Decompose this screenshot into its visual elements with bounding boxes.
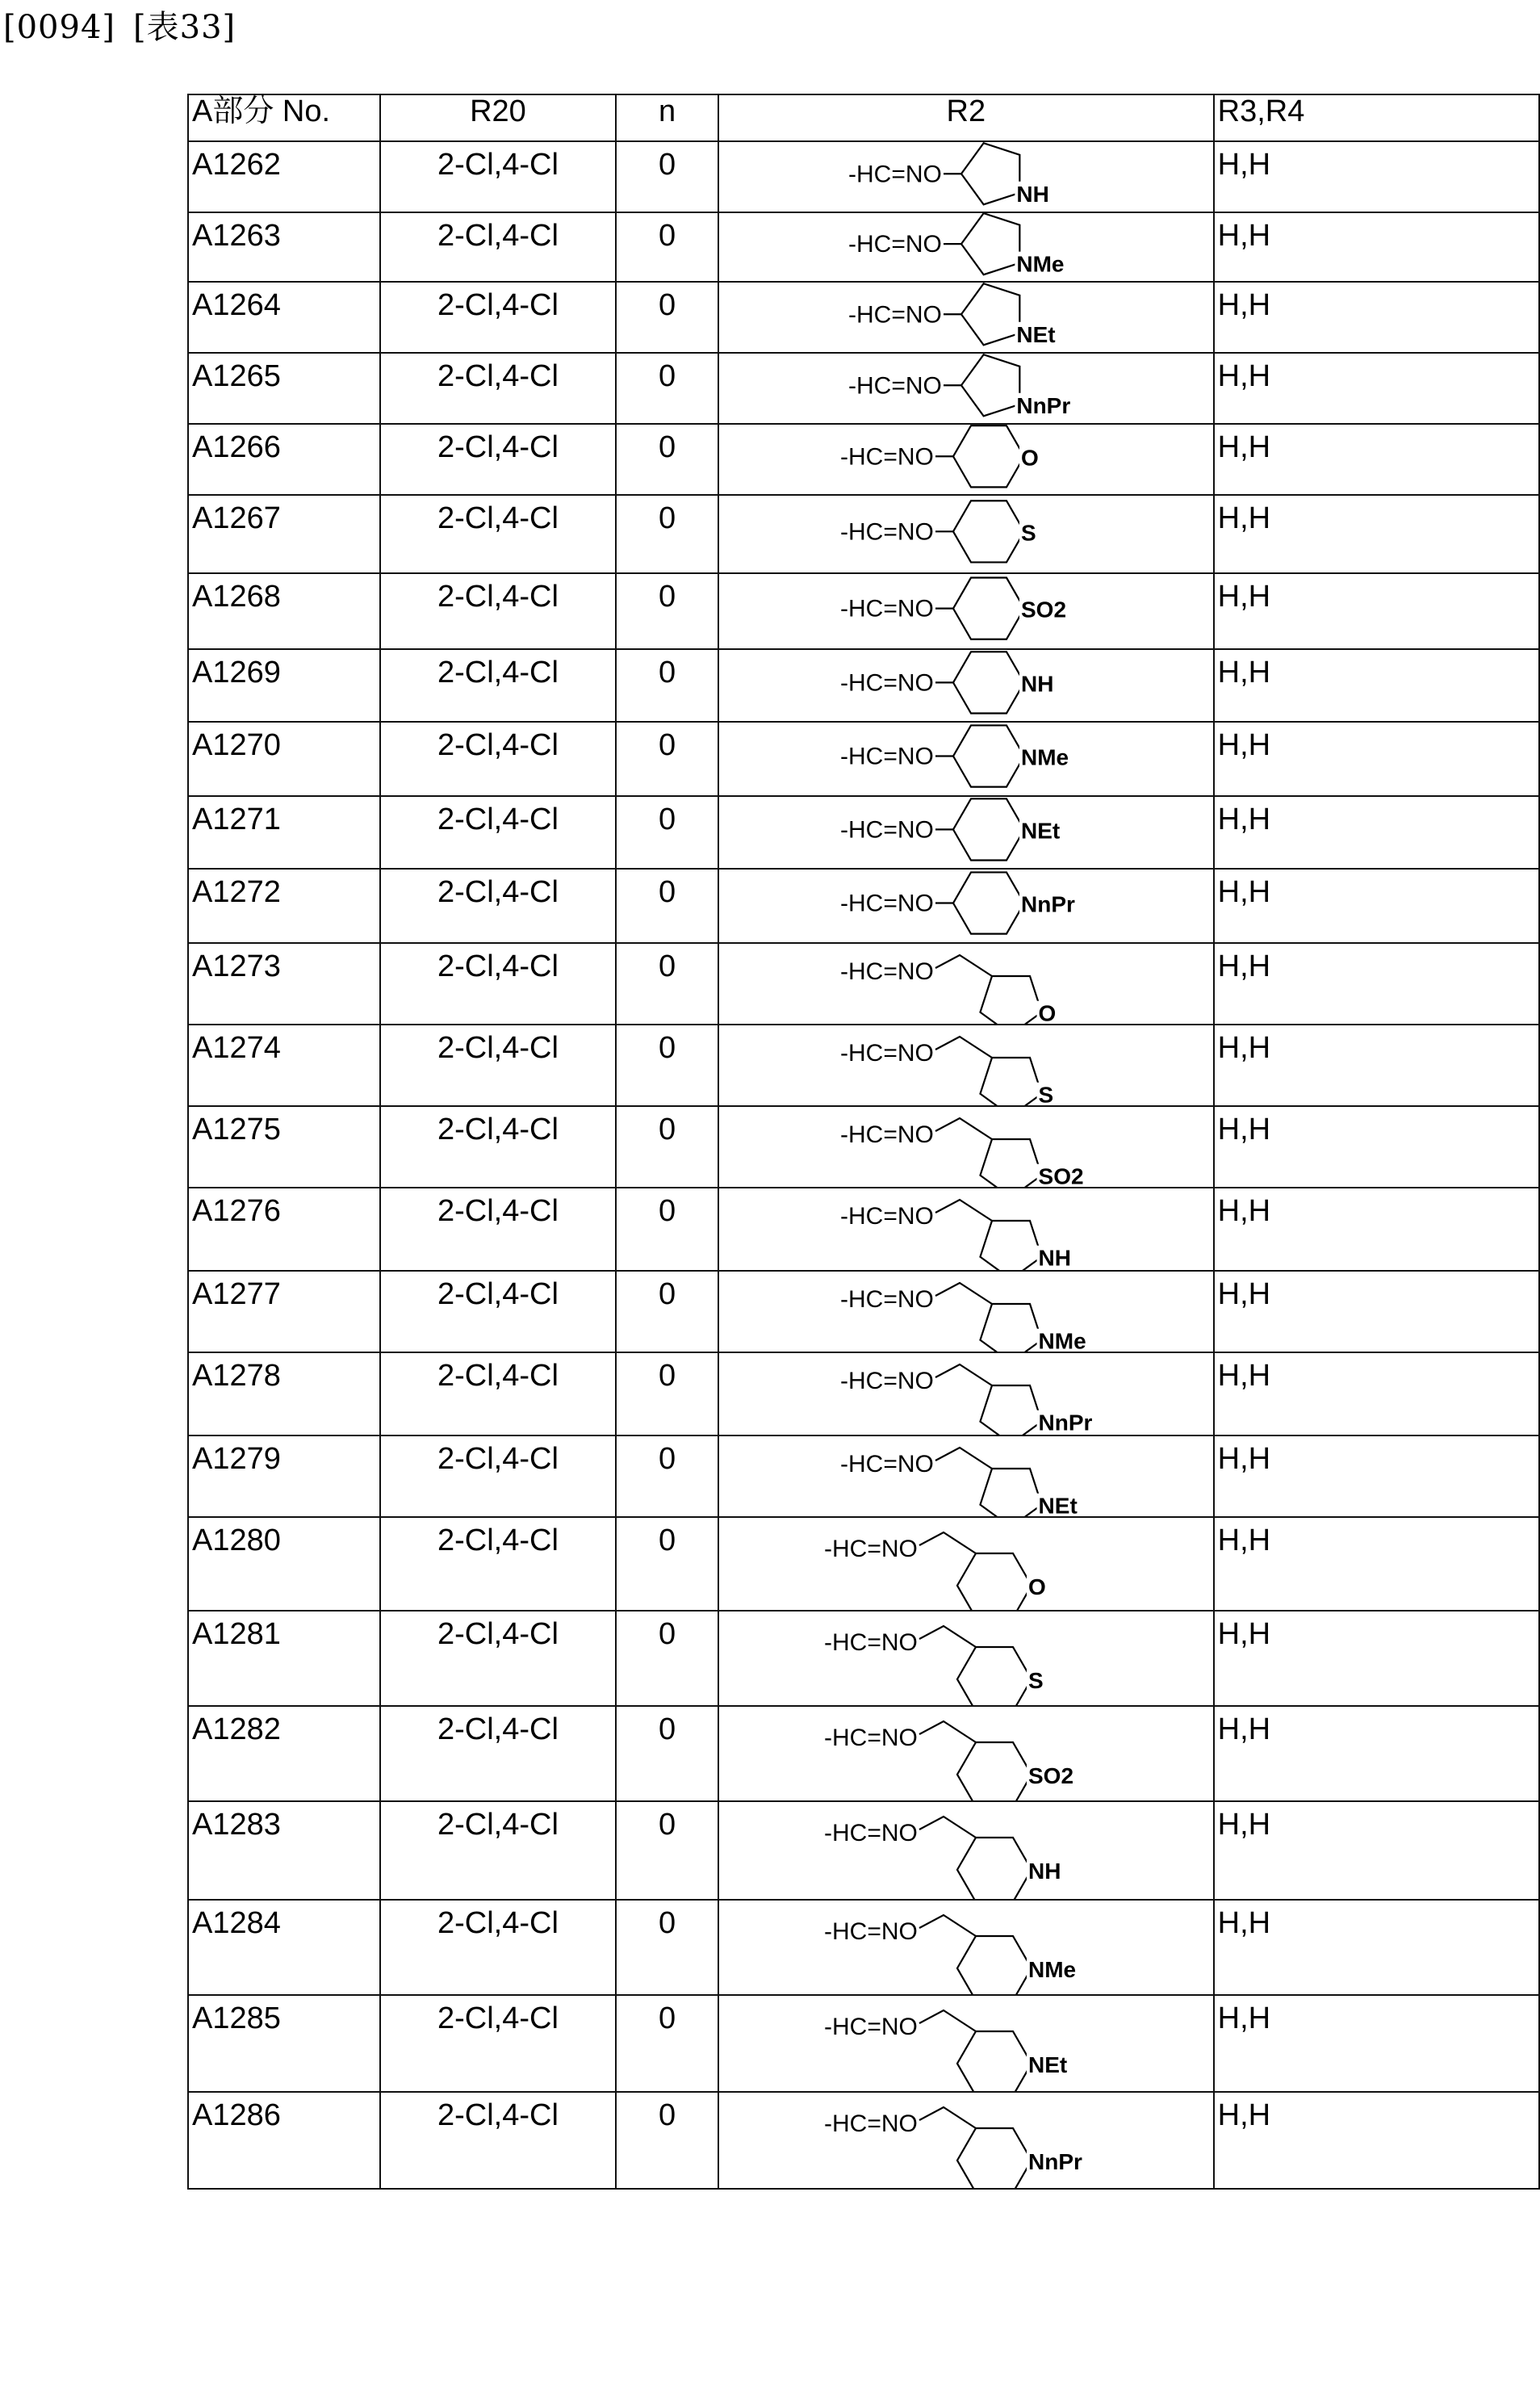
table-row bbox=[188, 1025, 1539, 1106]
r3r4-value: H,H bbox=[1214, 1188, 1539, 1271]
r2-structure bbox=[718, 1801, 1214, 1900]
n-value: 0 bbox=[616, 2092, 718, 2189]
r2-structure bbox=[718, 1025, 1214, 1106]
compound-id: A1273 bbox=[188, 943, 380, 1025]
table-row bbox=[188, 869, 1539, 943]
n-value: 0 bbox=[616, 722, 718, 796]
table-row bbox=[188, 1352, 1539, 1435]
r20-value: 2-Cl,4-Cl bbox=[380, 1611, 617, 1706]
oxime-prefix: -HC=NO bbox=[840, 744, 934, 770]
compound-id: A1268 bbox=[188, 573, 380, 649]
chemical-structure bbox=[719, 1272, 1214, 1352]
table-reference: [表33] bbox=[133, 9, 236, 46]
oxime-prefix: -HC=NO bbox=[824, 2110, 918, 2137]
r3r4-value: H,H bbox=[1214, 424, 1539, 495]
r2-structure bbox=[718, 1995, 1214, 2092]
r2-structure bbox=[718, 282, 1214, 353]
oxime-prefix: -HC=NO bbox=[840, 891, 934, 917]
n-value: 0 bbox=[616, 212, 718, 282]
r3r4-value: H,H bbox=[1214, 869, 1539, 943]
r2-structure bbox=[718, 796, 1214, 869]
compound-id: A1275 bbox=[188, 1106, 380, 1188]
heteroatom-label: NEt bbox=[1028, 2052, 1067, 2077]
r3r4-value: H,H bbox=[1214, 649, 1539, 722]
compound-id: A1270 bbox=[188, 722, 380, 796]
table-row bbox=[188, 1801, 1539, 1900]
n-value: 0 bbox=[616, 424, 718, 495]
r20-value: 2-Cl,4-Cl bbox=[380, 495, 617, 573]
oxime-prefix: -HC=NO bbox=[848, 161, 942, 187]
r2-structure bbox=[718, 943, 1214, 1025]
heteroatom-label: S bbox=[1021, 520, 1036, 545]
n-value: 0 bbox=[616, 1106, 718, 1188]
compound-id: A1263 bbox=[188, 212, 380, 282]
chemical-structure bbox=[719, 354, 1214, 424]
r20-value: 2-Cl,4-Cl bbox=[380, 1106, 617, 1188]
r3r4-value: H,H bbox=[1214, 1706, 1539, 1801]
chemical-structure bbox=[719, 870, 1214, 943]
heteroatom-label: O bbox=[1028, 1574, 1046, 1599]
oxime-prefix: -HC=NO bbox=[840, 1121, 934, 1148]
compound-id: A1267 bbox=[188, 495, 380, 573]
heteroatom-label: S bbox=[1039, 1083, 1054, 1106]
r20-value: 2-Cl,4-Cl bbox=[380, 1801, 617, 1900]
chemical-structure bbox=[719, 1901, 1214, 1995]
heteroatom-label: S bbox=[1028, 1668, 1044, 1693]
r20-value: 2-Cl,4-Cl bbox=[380, 722, 617, 796]
compound-id: A1262 bbox=[188, 141, 380, 212]
r3r4-value: H,H bbox=[1214, 943, 1539, 1025]
r20-value: 2-Cl,4-Cl bbox=[380, 649, 617, 722]
r2-structure bbox=[718, 1517, 1214, 1611]
chemical-structure bbox=[719, 574, 1214, 649]
chemical-structure bbox=[719, 213, 1214, 282]
chemical-structure bbox=[719, 283, 1214, 353]
n-value: 0 bbox=[616, 1517, 718, 1611]
r20-value: 2-Cl,4-Cl bbox=[380, 1352, 617, 1435]
r2-structure bbox=[718, 424, 1214, 495]
oxime-prefix: -HC=NO bbox=[840, 443, 934, 470]
r20-value: 2-Cl,4-Cl bbox=[380, 869, 617, 943]
table-row bbox=[188, 282, 1539, 353]
n-value: 0 bbox=[616, 495, 718, 573]
chemical-structure bbox=[719, 650, 1214, 722]
r3r4-value: H,H bbox=[1214, 353, 1539, 424]
r2-structure bbox=[718, 869, 1214, 943]
table-row bbox=[188, 1188, 1539, 1271]
table-row bbox=[188, 649, 1539, 722]
heteroatom-label: NnPr bbox=[1039, 1410, 1093, 1435]
table-row bbox=[188, 1517, 1539, 1611]
table-row bbox=[188, 1106, 1539, 1188]
chemical-structure bbox=[719, 142, 1214, 212]
r20-value: 2-Cl,4-Cl bbox=[380, 1271, 617, 1352]
chemical-structure bbox=[719, 1707, 1214, 1801]
compound-id: A1265 bbox=[188, 353, 380, 424]
r2-structure bbox=[718, 2092, 1214, 2189]
oxime-prefix: -HC=NO bbox=[848, 372, 942, 399]
n-value: 0 bbox=[616, 943, 718, 1025]
table-row bbox=[188, 2092, 1539, 2189]
r2-structure bbox=[718, 1271, 1214, 1352]
chemical-structure bbox=[719, 1025, 1214, 1106]
r3r4-value: H,H bbox=[1214, 1352, 1539, 1435]
compound-id: A1272 bbox=[188, 869, 380, 943]
oxime-prefix: -HC=NO bbox=[840, 1368, 934, 1394]
r20-value: 2-Cl,4-Cl bbox=[380, 2092, 617, 2189]
n-value: 0 bbox=[616, 573, 718, 649]
r20-value: 2-Cl,4-Cl bbox=[380, 212, 617, 282]
compound-table bbox=[187, 94, 1540, 2190]
r2-structure bbox=[718, 1435, 1214, 1517]
table-row bbox=[188, 722, 1539, 796]
table-row bbox=[188, 1900, 1539, 1995]
r3r4-value: H,H bbox=[1214, 1106, 1539, 1188]
page-heading bbox=[3, 2, 253, 48]
n-value: 0 bbox=[616, 796, 718, 869]
chemical-structure bbox=[719, 944, 1214, 1025]
table-header-row bbox=[188, 94, 1539, 141]
compound-id: A1277 bbox=[188, 1271, 380, 1352]
compound-id: A1280 bbox=[188, 1517, 380, 1611]
r2-structure bbox=[718, 722, 1214, 796]
n-value: 0 bbox=[616, 1900, 718, 1995]
r20-value: 2-Cl,4-Cl bbox=[380, 1900, 617, 1995]
chemical-structure bbox=[719, 496, 1214, 573]
n-value: 0 bbox=[616, 1435, 718, 1517]
r3r4-value: H,H bbox=[1214, 1517, 1539, 1611]
r20-value: 2-Cl,4-Cl bbox=[380, 424, 617, 495]
oxime-prefix: -HC=NO bbox=[840, 816, 934, 843]
heteroatom-label: NnPr bbox=[1028, 2149, 1082, 2174]
table-row bbox=[188, 1611, 1539, 1706]
r3r4-value: H,H bbox=[1214, 1995, 1539, 2092]
r3r4-value: H,H bbox=[1214, 1900, 1539, 1995]
oxime-prefix: -HC=NO bbox=[824, 1820, 918, 1846]
chemical-structure bbox=[719, 1107, 1214, 1188]
heteroatom-label: NMe bbox=[1021, 745, 1069, 770]
oxime-prefix: -HC=NO bbox=[824, 1918, 918, 1945]
r2-structure bbox=[718, 495, 1214, 573]
r20-value: 2-Cl,4-Cl bbox=[380, 1435, 617, 1517]
table-row bbox=[188, 1435, 1539, 1517]
n-value: 0 bbox=[616, 141, 718, 212]
n-value: 0 bbox=[616, 1188, 718, 1271]
table-row bbox=[188, 141, 1539, 212]
oxime-prefix: -HC=NO bbox=[824, 2014, 918, 2040]
n-value: 0 bbox=[616, 649, 718, 722]
heteroatom-label: NH bbox=[1021, 671, 1053, 696]
oxime-prefix: -HC=NO bbox=[840, 669, 934, 696]
compound-id: A1286 bbox=[188, 2092, 380, 2189]
chemical-structure bbox=[719, 1612, 1214, 1706]
chemical-structure bbox=[719, 1518, 1214, 1611]
r20-value: 2-Cl,4-Cl bbox=[380, 1706, 617, 1801]
oxime-prefix: -HC=NO bbox=[840, 1451, 934, 1477]
table-row bbox=[188, 1995, 1539, 2092]
table-row bbox=[188, 1271, 1539, 1352]
r20-value: 2-Cl,4-Cl bbox=[380, 943, 617, 1025]
table-row bbox=[188, 943, 1539, 1025]
r20-value: 2-Cl,4-Cl bbox=[380, 282, 617, 353]
r20-value: 2-Cl,4-Cl bbox=[380, 1025, 617, 1106]
oxime-prefix: -HC=NO bbox=[848, 231, 942, 258]
compound-id: A1285 bbox=[188, 1995, 380, 2092]
compound-id: A1264 bbox=[188, 282, 380, 353]
oxime-prefix: -HC=NO bbox=[840, 958, 934, 985]
compound-id: A1276 bbox=[188, 1188, 380, 1271]
column-header-id: A部分 No. bbox=[188, 94, 380, 141]
r3r4-value: H,H bbox=[1214, 282, 1539, 353]
heteroatom-label: NEt bbox=[1039, 1494, 1078, 1517]
r2-structure bbox=[718, 1188, 1214, 1271]
table-row bbox=[188, 495, 1539, 573]
heteroatom-label: NMe bbox=[1016, 252, 1064, 277]
heteroatom-label: NH bbox=[1039, 1246, 1071, 1271]
heteroatom-label: NH bbox=[1028, 1859, 1061, 1884]
r2-structure bbox=[718, 1352, 1214, 1435]
table-row bbox=[188, 796, 1539, 869]
oxime-prefix: -HC=NO bbox=[848, 301, 942, 328]
r20-value: 2-Cl,4-Cl bbox=[380, 1517, 617, 1611]
column-header-r3r4: R3,R4 bbox=[1214, 94, 1539, 141]
r2-structure bbox=[718, 353, 1214, 424]
heteroatom-label: NEt bbox=[1021, 818, 1060, 843]
chemical-structure bbox=[719, 425, 1214, 495]
compound-id: A1271 bbox=[188, 796, 380, 869]
r2-structure bbox=[718, 212, 1214, 282]
chemical-structure bbox=[719, 1353, 1214, 1435]
compound-id: A1284 bbox=[188, 1900, 380, 1995]
column-header-r2: R2 bbox=[718, 94, 1214, 141]
r2-structure bbox=[718, 1611, 1214, 1706]
r3r4-value: H,H bbox=[1214, 1611, 1539, 1706]
chemical-structure bbox=[719, 723, 1214, 796]
r20-value: 2-Cl,4-Cl bbox=[380, 1188, 617, 1271]
heteroatom-label: NnPr bbox=[1016, 393, 1070, 418]
r3r4-value: H,H bbox=[1214, 1801, 1539, 1900]
oxime-prefix: -HC=NO bbox=[824, 1725, 918, 1751]
r20-value: 2-Cl,4-Cl bbox=[380, 796, 617, 869]
compound-id: A1274 bbox=[188, 1025, 380, 1106]
heteroatom-label: NH bbox=[1016, 182, 1048, 207]
r2-structure bbox=[718, 1706, 1214, 1801]
n-value: 0 bbox=[616, 1611, 718, 1706]
compound-id: A1278 bbox=[188, 1352, 380, 1435]
r3r4-value: H,H bbox=[1214, 141, 1539, 212]
r3r4-value: H,H bbox=[1214, 1435, 1539, 1517]
r20-value: 2-Cl,4-Cl bbox=[380, 353, 617, 424]
compound-id: A1281 bbox=[188, 1611, 380, 1706]
n-value: 0 bbox=[616, 1995, 718, 2092]
r3r4-value: H,H bbox=[1214, 722, 1539, 796]
n-value: 0 bbox=[616, 1706, 718, 1801]
r2-structure bbox=[718, 1106, 1214, 1188]
r20-value: 2-Cl,4-Cl bbox=[380, 573, 617, 649]
r3r4-value: H,H bbox=[1214, 1025, 1539, 1106]
chemical-structure bbox=[719, 2093, 1214, 2189]
n-value: 0 bbox=[616, 1271, 718, 1352]
heteroatom-label: SO2 bbox=[1039, 1164, 1084, 1188]
r3r4-value: H,H bbox=[1214, 2092, 1539, 2189]
oxime-prefix: -HC=NO bbox=[824, 1536, 918, 1562]
compound-id: A1282 bbox=[188, 1706, 380, 1801]
compound-id: A1266 bbox=[188, 424, 380, 495]
heteroatom-label: O bbox=[1021, 445, 1039, 470]
paragraph-number: [0094] bbox=[3, 9, 115, 46]
r2-structure bbox=[718, 141, 1214, 212]
table-row bbox=[188, 353, 1539, 424]
heteroatom-label: SO2 bbox=[1021, 597, 1066, 622]
heteroatom-label: NEt bbox=[1016, 322, 1055, 347]
table-row bbox=[188, 424, 1539, 495]
compound-id: A1283 bbox=[188, 1801, 380, 1900]
r3r4-value: H,H bbox=[1214, 796, 1539, 869]
oxime-prefix: -HC=NO bbox=[840, 596, 934, 622]
heteroatom-label: NMe bbox=[1028, 1957, 1076, 1982]
n-value: 0 bbox=[616, 1025, 718, 1106]
r20-value: 2-Cl,4-Cl bbox=[380, 1995, 617, 2092]
chemical-structure bbox=[719, 1188, 1214, 1271]
chemical-structure bbox=[719, 1802, 1214, 1900]
heteroatom-label: SO2 bbox=[1028, 1763, 1073, 1788]
table-row bbox=[188, 1706, 1539, 1801]
table-row bbox=[188, 573, 1539, 649]
r3r4-value: H,H bbox=[1214, 212, 1539, 282]
r2-structure bbox=[718, 573, 1214, 649]
column-header-n: n bbox=[616, 94, 718, 141]
column-header-r20: R20 bbox=[380, 94, 617, 141]
r3r4-value: H,H bbox=[1214, 573, 1539, 649]
oxime-prefix: -HC=NO bbox=[840, 1286, 934, 1313]
oxime-prefix: -HC=NO bbox=[840, 1203, 934, 1230]
r2-structure bbox=[718, 1900, 1214, 1995]
r20-value: 2-Cl,4-Cl bbox=[380, 141, 617, 212]
heteroatom-label: O bbox=[1039, 1001, 1057, 1025]
r2-structure bbox=[718, 649, 1214, 722]
oxime-prefix: -HC=NO bbox=[840, 1040, 934, 1067]
chemical-structure bbox=[719, 1436, 1214, 1517]
table-row bbox=[188, 212, 1539, 282]
r3r4-value: H,H bbox=[1214, 495, 1539, 573]
chemical-structure bbox=[719, 1996, 1214, 2092]
n-value: 0 bbox=[616, 869, 718, 943]
oxime-prefix: -HC=NO bbox=[824, 1629, 918, 1656]
heteroatom-label: NnPr bbox=[1021, 892, 1075, 917]
n-value: 0 bbox=[616, 1352, 718, 1435]
compound-id: A1269 bbox=[188, 649, 380, 722]
compound-id: A1279 bbox=[188, 1435, 380, 1517]
heteroatom-label: NMe bbox=[1039, 1329, 1086, 1352]
oxime-prefix: -HC=NO bbox=[840, 518, 934, 545]
r3r4-value: H,H bbox=[1214, 1271, 1539, 1352]
n-value: 0 bbox=[616, 353, 718, 424]
n-value: 0 bbox=[616, 282, 718, 353]
n-value: 0 bbox=[616, 1801, 718, 1900]
chemical-structure bbox=[719, 797, 1214, 869]
